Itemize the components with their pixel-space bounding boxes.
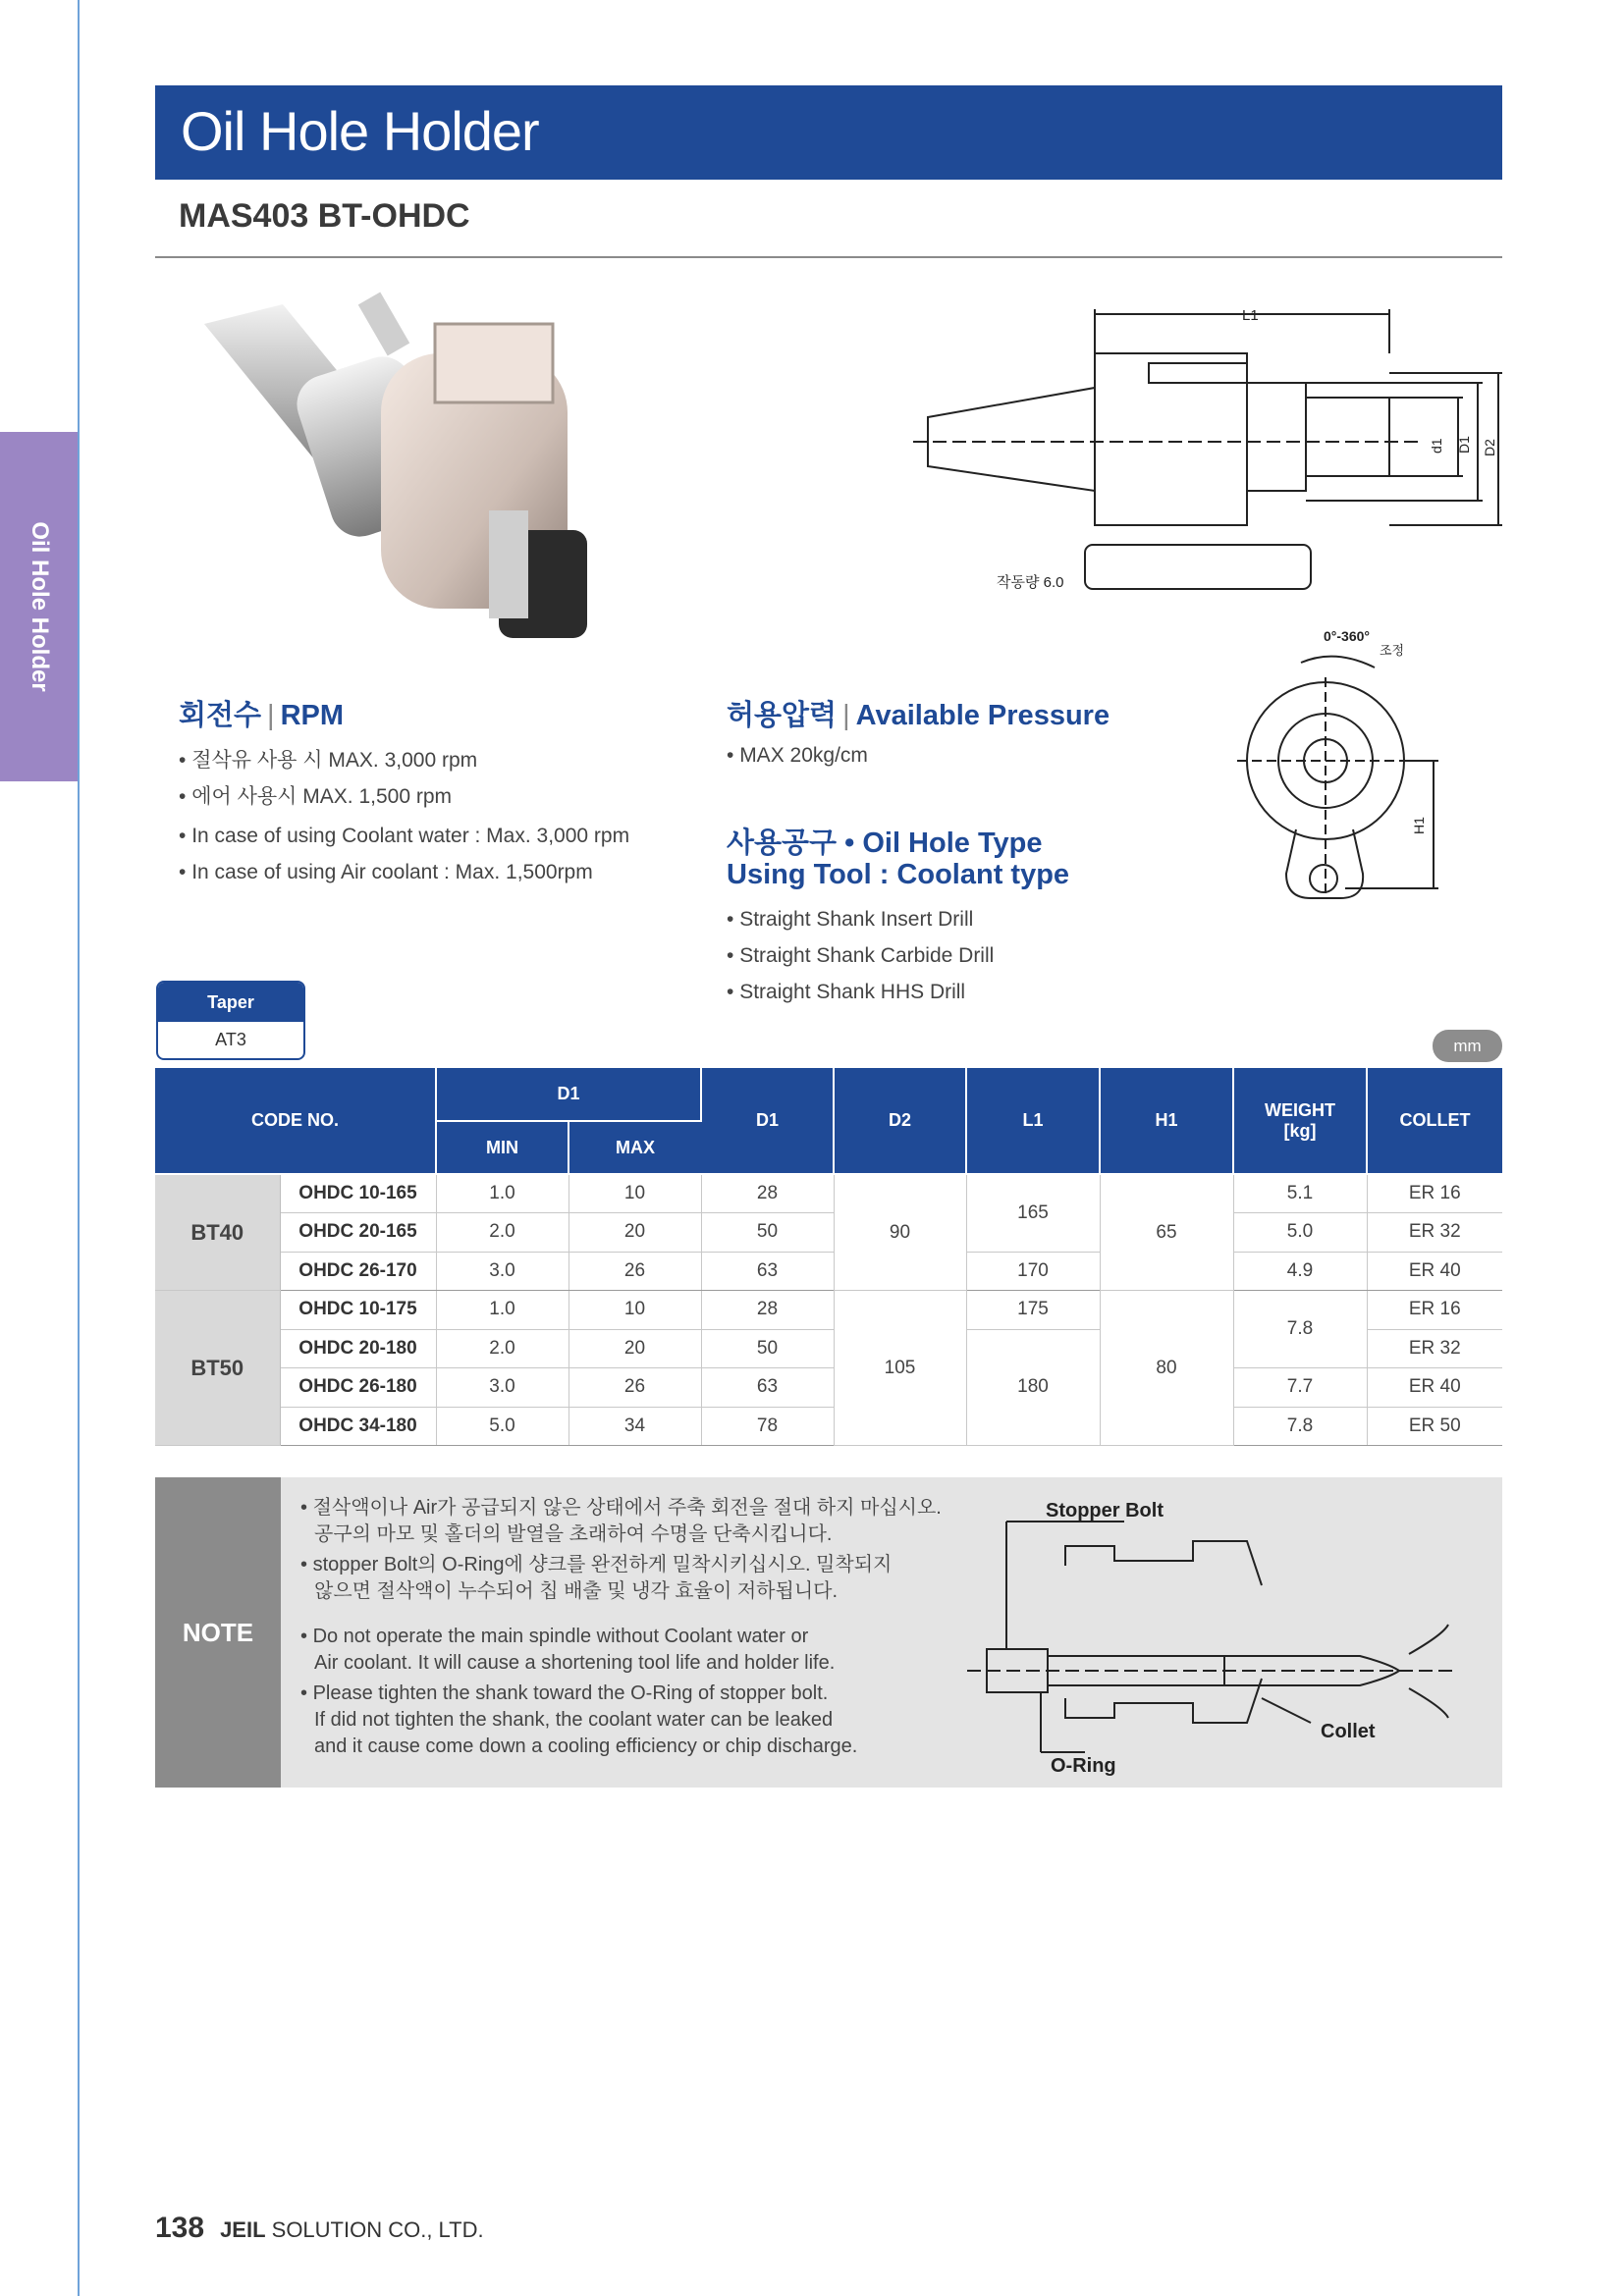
l1-cell: 175 (966, 1291, 1100, 1330)
d1-cell: 63 (701, 1252, 834, 1291)
stroke-label: 작동량 6.0 (997, 574, 1064, 591)
collet-cell: ER 32 (1367, 1213, 1502, 1253)
rpm-heading-en: RPM (280, 700, 345, 731)
collet-cell: ER 16 (1367, 1174, 1502, 1213)
taper-label: Taper (158, 983, 303, 1022)
h1-cell: 65 (1100, 1174, 1233, 1291)
table-row (155, 1213, 1502, 1253)
d1-cell: 28 (701, 1174, 834, 1213)
footer (155, 2212, 484, 2245)
note-line: 않으면 절삭액이 누수되어 칩 배출 및 냉각 효율이 저하됩니다. (314, 1580, 839, 1602)
note-line: • stopper Bolt의 O-Ring에 샹크를 완전하게 밀착시키십시오. 밀착되지 (300, 1554, 893, 1575)
collet-cell: ER 40 (1367, 1252, 1502, 1291)
note-line: • 절삭액이나 Air가 공급되지 않은 상태에서 주축 회전을 절대 하지 마십시오. (300, 1497, 942, 1519)
header-max: MAX (568, 1121, 701, 1174)
header-collet: COLLET (1367, 1068, 1502, 1174)
code-cell: OHDC 10-165 (280, 1174, 436, 1213)
header-d1-group: D1 (436, 1068, 701, 1121)
page-number: 138 (155, 2212, 205, 2244)
page-subtitle: MAS403 BT-OHDC (179, 197, 470, 235)
max-cell: 26 (568, 1368, 701, 1408)
company-name: JEIL SOLUTION CO., LTD. (220, 2217, 484, 2242)
d2-cell: 90 (834, 1174, 966, 1291)
min-cell: 2.0 (436, 1329, 568, 1368)
header-h1: H1 (1100, 1068, 1233, 1174)
dim-d1-small: d1 (1429, 438, 1444, 454)
d1-cell: 50 (701, 1213, 834, 1253)
dim-l1: L1 (1242, 307, 1259, 324)
note-diagram (967, 1487, 1488, 1782)
min-cell: 5.0 (436, 1407, 568, 1446)
pressure-heading-en: Available Pressure (855, 700, 1110, 731)
tool-bullet: • Straight Shank Insert Drill (727, 908, 973, 932)
header-d1: D1 (701, 1068, 834, 1174)
tool-heading-line2: Using Tool : Coolant type (727, 859, 1070, 890)
header-code: CODE NO. (155, 1068, 436, 1174)
collet-cell: ER 40 (1367, 1368, 1502, 1408)
unit-badge: mm (1433, 1030, 1502, 1062)
group-bt40: BT40 (155, 1174, 280, 1291)
tool-bullet: • Straight Shank Carbide Drill (727, 944, 994, 968)
page-title: Oil Hole Holder (181, 100, 539, 162)
code-cell: OHDC 10-175 (280, 1291, 436, 1330)
header-d2: D2 (834, 1068, 966, 1174)
code-cell: OHDC 34-180 (280, 1407, 436, 1446)
rpm-heading: 회전수 | RPM (179, 700, 345, 731)
header-weight: WEIGHT [kg] (1233, 1068, 1367, 1174)
technical-drawing-side (913, 304, 1502, 618)
table-row (155, 1174, 1502, 1213)
spec-table (155, 1068, 1502, 1446)
code-cell: OHDC 26-180 (280, 1368, 436, 1408)
note-line: 공구의 마모 및 홀더의 발열을 초래하여 수명을 단축시킵니다. (314, 1523, 833, 1545)
max-cell: 26 (568, 1252, 701, 1291)
note-line: and it cause come down a cooling efficiency or chip discharge. (314, 1735, 858, 1757)
weight-cell: 4.9 (1233, 1252, 1367, 1291)
tool-heading-line1: 사용공구 • Oil Hole Type (727, 828, 1043, 859)
l1-cell: 180 (966, 1329, 1100, 1446)
max-cell: 10 (568, 1291, 701, 1330)
collet-cell: ER 50 (1367, 1407, 1502, 1446)
d1-cell: 50 (701, 1329, 834, 1368)
weight-cell: 7.7 (1233, 1368, 1367, 1408)
technical-drawing-front (1227, 623, 1453, 918)
d1-cell: 28 (701, 1291, 834, 1330)
note-line: Air coolant. It will cause a shortening tool life and holder life. (314, 1652, 836, 1674)
d1-cell: 78 (701, 1407, 834, 1446)
table-row (155, 1252, 1502, 1291)
rpm-bullet: • 절삭유 사용 시 MAX. 3,000 rpm (179, 744, 477, 774)
min-cell: 2.0 (436, 1213, 568, 1253)
note-label: NOTE (155, 1477, 281, 1788)
rpm-bullet: • In case of using Coolant water : Max. 3,000 rpm (179, 825, 629, 848)
title-bar (155, 85, 1502, 180)
page-margin-line (78, 0, 80, 2296)
pressure-heading-ko: 허용압력 (727, 700, 838, 731)
weight-cell: 7.8 (1233, 1291, 1367, 1368)
side-tab-label: Oil Hole Holder (26, 521, 53, 692)
tool-bullet: • Straight Shank HHS Drill (727, 981, 965, 1004)
note-line: • Do not operate the main spindle without Coolant water or (300, 1626, 809, 1647)
note-line: • Please tighten the shank toward the O-Ring of stopper bolt. (300, 1682, 829, 1704)
max-cell: 34 (568, 1407, 701, 1446)
pressure-heading: 허용압력 | Available Pressure (727, 700, 1110, 731)
side-tab (0, 432, 78, 781)
label-collet: Collet (1321, 1721, 1376, 1742)
weight-cell: 5.1 (1233, 1174, 1367, 1213)
dim-h1: H1 (1411, 817, 1427, 834)
subtitle-divider (155, 256, 1502, 258)
l1-cell: 165 (966, 1174, 1100, 1252)
note-line: If did not tighten the shank, the coolant water can be leaked (314, 1709, 834, 1731)
header-min: MIN (436, 1121, 568, 1174)
dim-d2: D2 (1482, 439, 1497, 456)
rpm-bullet: • In case of using Air coolant : Max. 1,500rpm (179, 861, 593, 884)
label-o-ring: O-Ring (1051, 1755, 1116, 1777)
taper-value: AT3 (215, 1030, 246, 1049)
code-cell: OHDC 26-170 (280, 1252, 436, 1291)
taper-box (156, 981, 305, 1060)
pressure-bullet: • MAX 20kg/cm (727, 744, 868, 768)
code-cell: OHDC 20-165 (280, 1213, 436, 1253)
dim-d1: D1 (1456, 436, 1472, 454)
max-cell: 10 (568, 1174, 701, 1213)
angle-label: 0°-360° (1324, 628, 1371, 644)
weight-cell: 7.8 (1233, 1407, 1367, 1446)
h1-cell: 80 (1100, 1291, 1233, 1446)
code-cell: OHDC 20-180 (280, 1329, 436, 1368)
header-l1: L1 (966, 1068, 1100, 1174)
label-stopper-bolt: Stopper Bolt (1046, 1500, 1164, 1522)
max-cell: 20 (568, 1329, 701, 1368)
min-cell: 3.0 (436, 1252, 568, 1291)
adjust-label: 조정 (1380, 643, 1405, 658)
min-cell: 1.0 (436, 1174, 568, 1213)
l1-cell: 170 (966, 1252, 1100, 1291)
rpm-bullet: • 에어 사용시 MAX. 1,500 rpm (179, 780, 452, 810)
rpm-heading-ko: 회전수 (179, 700, 262, 731)
d2-cell: 105 (834, 1291, 966, 1446)
table-row (155, 1291, 1502, 1330)
weight-cell: 5.0 (1233, 1213, 1367, 1253)
table-row (155, 1368, 1502, 1408)
table-row (155, 1407, 1502, 1446)
min-cell: 3.0 (436, 1368, 568, 1408)
collet-cell: ER 16 (1367, 1291, 1502, 1330)
collet-cell: ER 32 (1367, 1329, 1502, 1368)
min-cell: 1.0 (436, 1291, 568, 1330)
group-bt50: BT50 (155, 1291, 280, 1446)
d1-cell: 63 (701, 1368, 834, 1408)
product-photo (175, 285, 685, 667)
max-cell: 20 (568, 1213, 701, 1253)
